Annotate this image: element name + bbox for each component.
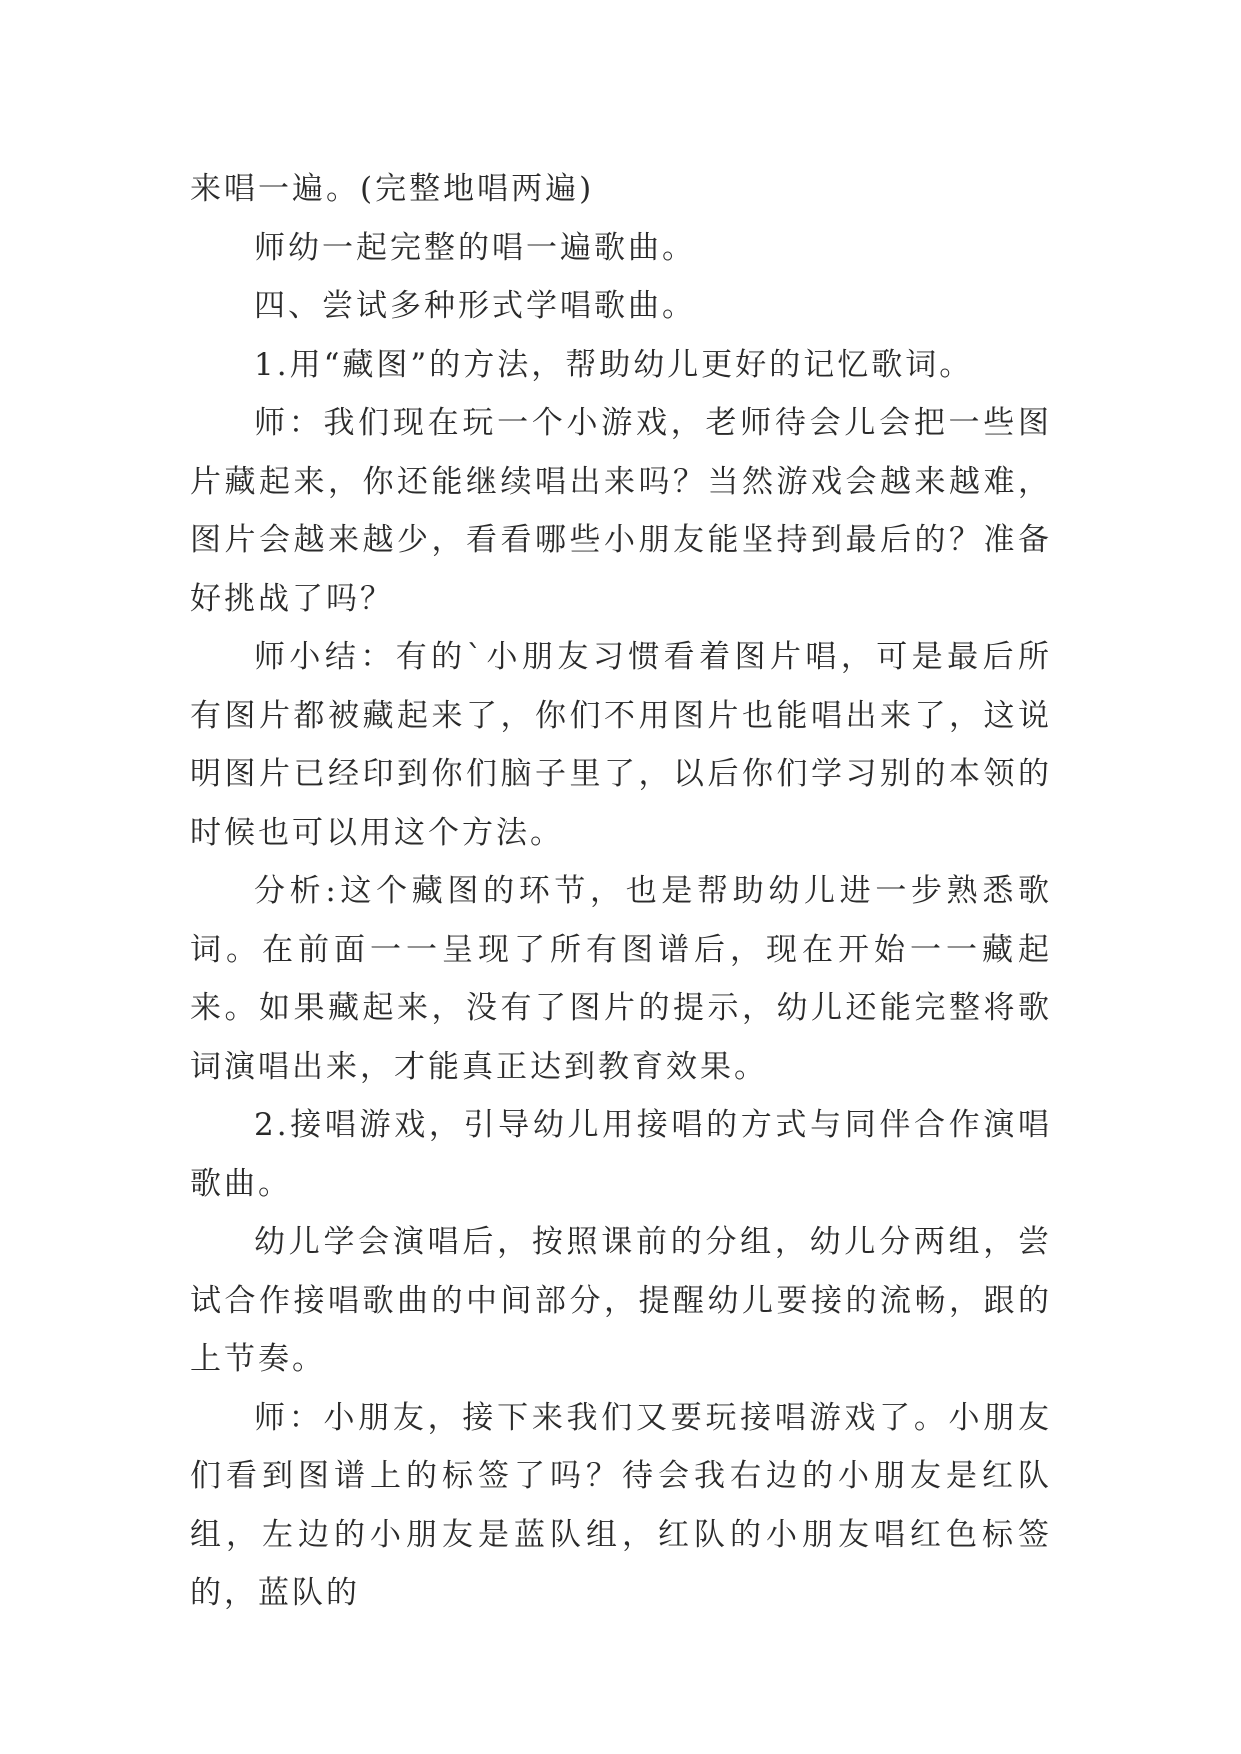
section-heading-4: 四、尝试多种形式学唱歌曲。 <box>254 288 696 324</box>
paragraph-teacher-summary: 师小结：有的`小朋友习惯看着图片唱，可是最后所有图片都被藏起来了，你们不用图片也能唱出来了，这说明图片已经印到你们脑子里了，以后你们学习别的本领的时候也可以用这个方法。 <box>190 639 1052 851</box>
paragraph-teacher-relay: 师：小朋友，接下来我们又要玩接唱游戏了。小朋友们看到图谱上的标签了吗？待会我右边的小朋友是红队组，左边的小朋友是蓝队组，红队的小朋友唱红色标签的，蓝队的 <box>190 1399 1052 1611</box>
step-2-heading: 2.接唱游戏，引导幼儿用接唱的方式与同伴合作演唱歌曲。 <box>190 1107 1052 1202</box>
paragraph-analysis: 分析:这个藏图的环节，也是帮助幼儿进一步熟悉歌词。在前面一一呈现了所有图谱后，现在开始一一藏起来。如果藏起来，没有了图片的提示，幼儿还能完整将歌词演唱出来，才能真正达到教育效果。 <box>190 873 1052 1085</box>
paragraph-teacher-game: 师：我们现在玩一个小游戏，老师待会儿会把一些图片藏起来，你还能继续唱出来吗？当然游戏会越来越难，图片会越来越少，看看哪些小朋友能坚持到最后的？准备好挑战了吗？ <box>190 405 1052 617</box>
paragraph-group-singing: 幼儿学会演唱后，按照课前的分组，幼儿分两组，尝试合作接唱歌曲的中间部分，提醒幼儿要接的流畅，跟的上节奏。 <box>190 1224 1052 1377</box>
paragraph-continuation: 来唱一遍。(完整地唱两遍) <box>190 171 595 207</box>
step-1-heading: 1.用“藏图”的方法，帮助幼儿更好的记忆歌词。 <box>254 346 974 383</box>
document-body <box>190 160 1052 1623</box>
paragraph-sing-together: 师幼一起完整的唱一遍歌曲。 <box>254 229 696 266</box>
